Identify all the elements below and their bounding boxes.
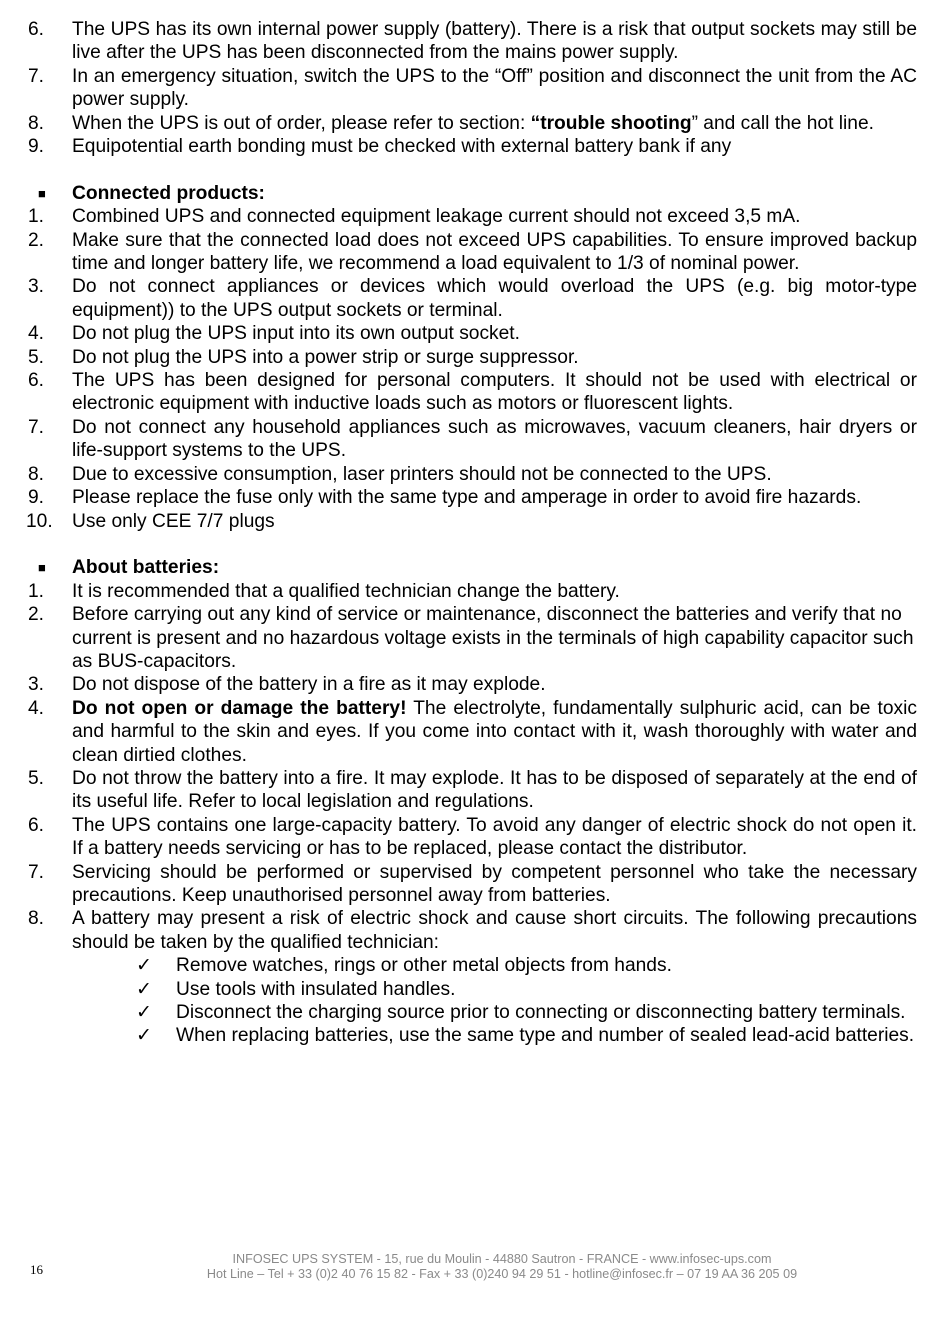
list-text: Do not connect any household appliances such as microwaves, vacuum cleaners, hair dryers or life-support systems to the UPS. — [72, 416, 917, 462]
list-text-post: The electrolyte, fundamentally sulphuric acid, can be toxic and harmful to the skin and eyes. If you come into contact with it, wash thoroughly with water and clean dirtied clothes. — [72, 697, 917, 766]
section-heading-connected-products: ■ Connected products: — [38, 182, 265, 204]
list-number: 8. — [28, 463, 45, 485]
checklist-text: Use tools with insulated handles. — [176, 978, 456, 1000]
page-number: 16 — [30, 1262, 43, 1277]
list-number: 5. — [28, 767, 45, 789]
list-item — [28, 861, 917, 908]
checkmark-icon: ✓ — [136, 978, 153, 1000]
list-text: Before carrying out any kind of service or maintenance, disconnect the batteries and verify that no current is present and no hazardous voltage exists in the terminals of high capability capacitor such as BUS-capacitors. — [72, 604, 914, 672]
list-number: 1. — [28, 206, 45, 228]
list-text: The UPS has its own internal power supply (battery). There is a risk that output sockets may still be live after the UPS has been disconnected from the mains power supply. — [72, 19, 917, 64]
list-number: 7. — [28, 861, 45, 883]
precautions-checklist — [28, 954, 917, 1048]
list-item — [28, 814, 917, 861]
list-text: Do not throw the battery into a fire. It may explode. It has to be disposed of separately at the end of its useful life. Refer to local legislation and regulations. — [72, 767, 917, 813]
list-item — [28, 18, 917, 65]
list-number: 8. — [28, 112, 45, 134]
battery-warning: Do not open or damage the battery! — [72, 697, 407, 719]
list-number: 3. — [28, 674, 45, 696]
list-text: A battery may present a risk of electric shock and cause short circuits. The following precautions should be taken by the qualified technician: — [72, 908, 917, 953]
list-text: Combined UPS and connected equipment leakage current should not exceed 3,5 mA. — [72, 206, 801, 228]
document-body — [28, 18, 917, 1048]
list-item — [28, 486, 917, 509]
list-number: 4. — [28, 697, 45, 719]
spacer — [28, 533, 917, 556]
section-heading-about-batteries: ■ About batteries: — [38, 557, 220, 579]
list-number: 9. — [28, 487, 45, 509]
list-item — [28, 275, 917, 322]
list-item — [28, 346, 917, 369]
list-item — [28, 603, 917, 673]
checklist-item — [28, 954, 917, 977]
list-number: 5. — [28, 346, 45, 368]
checkmark-icon: ✓ — [136, 955, 153, 977]
list-number: 1. — [28, 580, 45, 602]
list-number: 3. — [28, 276, 45, 298]
list-item — [28, 697, 917, 767]
square-bullet-icon: ■ — [38, 560, 46, 576]
list-item — [28, 767, 917, 814]
checklist-text: Remove watches, rings or other metal objects from hands. — [176, 955, 672, 977]
list-text: In an emergency situation, switch the UPS to the “Off” position and disconnect the unit from the AC power supply. — [72, 65, 917, 111]
list-text: Do not plug the UPS into a power strip or surge suppressor. — [72, 346, 579, 368]
list-item — [28, 369, 917, 416]
page-footer — [0, 1252, 950, 1282]
checkmark-icon: ✓ — [136, 1025, 153, 1047]
checklist-item — [28, 1001, 917, 1024]
list-text: Do not connect appliances or devices which would overload the UPS (e.g. big motor-type equipment)) to the UPS output sockets or terminal. — [72, 276, 917, 321]
list-number: 6. — [28, 370, 45, 392]
list-text: Servicing should be performed or supervised by competent personnel who take the necessary precautions. Keep unauthorised personnel away from batteries. — [72, 861, 917, 906]
list-number: 8. — [28, 908, 45, 930]
list-text-pre: When the UPS is out of order, please refer to section: — [72, 112, 531, 134]
checklist-item — [28, 978, 917, 1001]
trouble-shooting-reference: “trouble shooting — [530, 112, 692, 134]
list-text: Make sure that the connected load does not exceed UPS capabilities. To ensure improved backup time and longer battery life, we recommend a load equivalent to 1/3 of nominal power. — [72, 229, 917, 275]
list-text-post: ” and call the hot line. — [691, 112, 874, 134]
list-item — [28, 416, 917, 463]
checklist-text: When replacing batteries, use the same type and number of sealed lead-acid batteries. — [176, 1025, 915, 1047]
list-item — [28, 229, 917, 276]
spacer — [28, 158, 917, 181]
list-text: It is recommended that a qualified technician change the battery. — [72, 580, 620, 602]
list-item — [28, 205, 917, 228]
list-number: 7. — [28, 416, 45, 438]
list-item — [28, 510, 917, 533]
footer-contact: Hot Line – Tel + 33 (0)2 40 76 15 82 - Fax + 33 (0)240 94 29 51 - hotline@infosec.fr – 07 19 AA 36 205 09 — [206, 1267, 798, 1281]
list-text: Due to excessive consumption, laser printers should not be connected to the UPS. — [72, 463, 772, 485]
footer-address: INFOSEC UPS SYSTEM - 15, rue du Moulin - 44880 Sautron - FRANCE - www.infosec-ups.com — [232, 1252, 772, 1266]
list-item — [28, 135, 917, 158]
list-number: 7. — [28, 65, 45, 87]
list-item — [28, 322, 917, 345]
list-number: 2. — [28, 604, 45, 626]
list-text: Do not plug the UPS input into its own output socket. — [72, 323, 520, 345]
list-number: 2. — [28, 229, 45, 251]
checklist-text: Disconnect the charging source prior to connecting or disconnecting battery terminals. — [176, 1002, 906, 1024]
list-text: The UPS has been designed for personal computers. It should not be used with electrical or electronic equipment with inductive loads such as motors or fluorescent lights. — [72, 370, 917, 415]
list-text: Equipotential earth bonding must be checked with external battery bank if any — [72, 136, 732, 158]
list-item — [28, 65, 917, 112]
checkmark-icon: ✓ — [136, 1002, 153, 1024]
checklist-item — [28, 1024, 917, 1047]
list-text: Do not dispose of the battery in a fire as it may explode. — [72, 674, 546, 696]
list-number: 10. — [26, 510, 53, 532]
list-item — [28, 463, 917, 486]
list-number: 4. — [28, 323, 45, 345]
list-item — [28, 580, 917, 603]
list-item — [28, 673, 917, 696]
list-item — [28, 112, 917, 135]
list-number: 6. — [28, 19, 45, 40]
list-number: 6. — [28, 814, 45, 836]
list-text: The UPS contains one large-capacity battery. To avoid any danger of electric shock do not open it. If a battery needs servicing or has to be replaced, please contact the distributor. — [72, 814, 917, 860]
square-bullet-icon: ■ — [38, 185, 46, 201]
list-number: 9. — [28, 136, 45, 158]
list-item — [28, 907, 917, 954]
list-text: Use only CEE 7/7 plugs — [72, 510, 275, 532]
list-text: Please replace the fuse only with the same type and amperage in order to avoid fire hazards. — [72, 487, 862, 509]
